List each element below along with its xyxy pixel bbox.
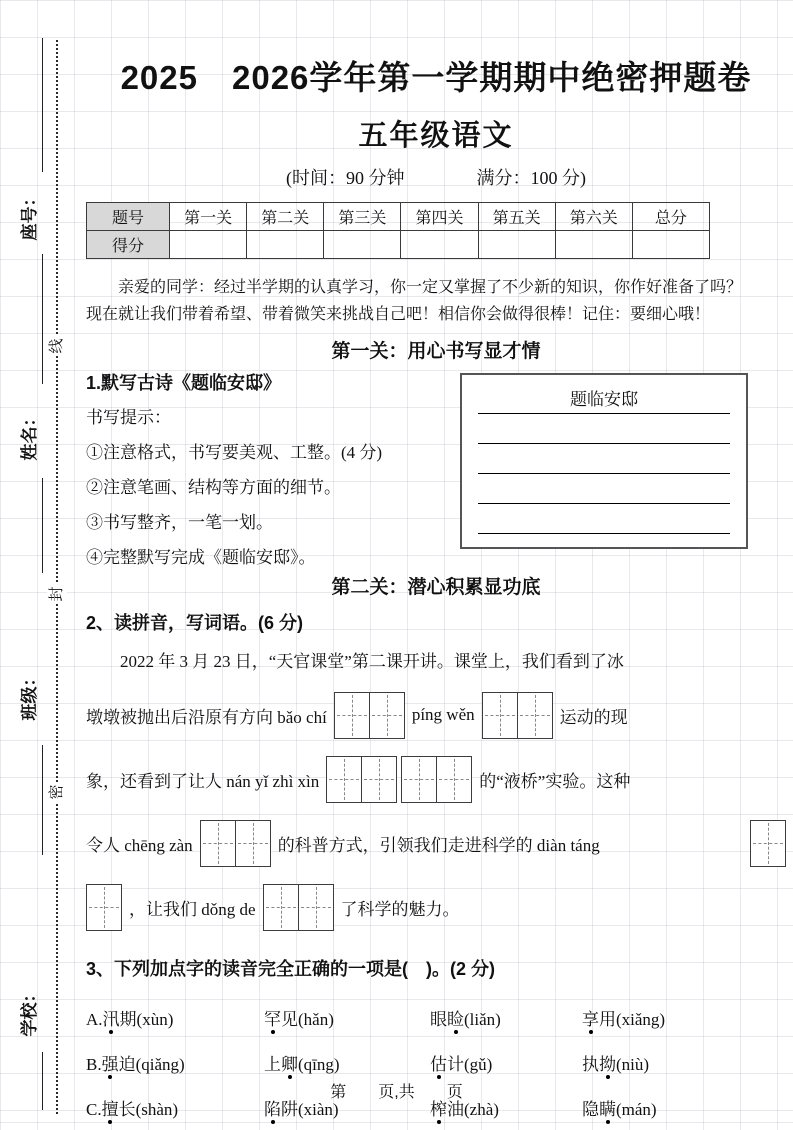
score-blank-cell[interactable] bbox=[478, 231, 555, 259]
class-label: 班级： bbox=[20, 669, 39, 721]
question1-title: 1.默写古诗《题临安邸》 bbox=[86, 373, 282, 393]
writing-grid-zhixin[interactable] bbox=[401, 756, 472, 803]
char: 执 bbox=[582, 1055, 599, 1074]
pinyin: (niù) bbox=[616, 1055, 650, 1074]
writing-grid-nanyi[interactable] bbox=[326, 756, 397, 803]
pinyin-para-line3 bbox=[86, 747, 786, 811]
pinyin: (xiàn) bbox=[298, 1100, 339, 1119]
score-col: 第五关 bbox=[478, 203, 555, 231]
pinyin: (hǎn) bbox=[298, 1010, 334, 1029]
question2-title: 2、读拼音，写词语。(6 分) bbox=[86, 613, 304, 633]
para-text: 的科普方式，引领我们走进科学的 diàn táng bbox=[277, 835, 600, 855]
char: 长 bbox=[118, 1100, 136, 1119]
score-row-label: 得分 bbox=[87, 231, 170, 259]
score-blank-cell[interactable] bbox=[247, 231, 324, 259]
seal-char-seal: 封 bbox=[47, 584, 67, 604]
question1-block bbox=[86, 369, 786, 570]
hint-1: ①注意格式，书写要美观、工整。(4 分) bbox=[86, 443, 383, 462]
question3-options bbox=[86, 995, 786, 1130]
score-col-label: 题号 bbox=[87, 203, 170, 231]
intro-line-2: 现在就让我们带着希望、带着微笑来挑战自己吧！相信你会做得很棒！记住：要细心哦！ bbox=[86, 306, 711, 323]
score-blank-cell[interactable] bbox=[632, 231, 709, 259]
dotted-char: 卿 bbox=[281, 1050, 298, 1075]
writing-grid-dongde[interactable] bbox=[263, 884, 334, 931]
exam-subject: 五年级语文 bbox=[358, 120, 514, 152]
exam-title: 2025 2026学年第一学期期中绝密押题卷 bbox=[120, 59, 752, 96]
dotted-char: 享 bbox=[582, 1005, 599, 1030]
writing-grid-baochi[interactable] bbox=[334, 692, 405, 739]
para-text: 令人 chēng zàn bbox=[86, 835, 193, 855]
pinyin: (zhà) bbox=[464, 1100, 499, 1119]
score-col: 总分 bbox=[632, 203, 709, 231]
pinyin-para-line1: 2022 年 3 月 23 日，“天官课堂”第二课开讲。课堂上，我们看到了冰 bbox=[120, 652, 624, 671]
pinyin: (shàn) bbox=[135, 1100, 179, 1119]
poem-answer-line[interactable] bbox=[478, 503, 730, 504]
writing-line[interactable] bbox=[42, 745, 43, 855]
char: 油 bbox=[447, 1100, 464, 1119]
hint-3: ③书写整齐，一笔一划。 bbox=[86, 513, 273, 532]
score-col: 第六关 bbox=[555, 203, 632, 231]
score-col: 第一关 bbox=[170, 203, 247, 231]
question1-left bbox=[86, 369, 476, 570]
writing-line[interactable] bbox=[42, 38, 43, 172]
question3-title: 3、下列加点字的读音完全正确的一项是( )。(2 分) bbox=[86, 959, 495, 979]
para-text: ，让我们 dǒng de bbox=[129, 899, 256, 919]
char: 计 bbox=[447, 1055, 464, 1074]
para-text: 墩墩被抛出后沿原有方向 bǎo chí bbox=[86, 707, 327, 727]
option-label: A. bbox=[86, 1010, 103, 1029]
char: 阱 bbox=[281, 1100, 298, 1119]
pinyin-para-line2 bbox=[86, 683, 786, 747]
char: 用 bbox=[599, 1010, 616, 1029]
para-text: 运动的现 bbox=[559, 707, 628, 727]
writing-grid-dian[interactable] bbox=[750, 820, 786, 867]
writing-line[interactable] bbox=[42, 478, 43, 573]
char: 迫 bbox=[118, 1055, 136, 1074]
section2-header: 第二关：潜心积累显功底 bbox=[331, 577, 541, 598]
score-blank-cell[interactable] bbox=[170, 231, 247, 259]
score-col: 第二关 bbox=[247, 203, 324, 231]
poem-title: 题临安邸 bbox=[478, 385, 730, 414]
school-label: 学校： bbox=[20, 985, 39, 1037]
dotted-char: 榨 bbox=[430, 1095, 447, 1120]
hint-2: ②注意笔画、结构等方面的细节。 bbox=[86, 478, 341, 497]
para-text: píng wěn bbox=[411, 705, 475, 724]
pinyin-para-line5 bbox=[86, 875, 786, 939]
pinyin: (liǎn) bbox=[464, 1010, 501, 1029]
option-label: B. bbox=[86, 1055, 102, 1074]
pinyin: (xiǎng) bbox=[616, 1010, 666, 1029]
score-blank-cell[interactable] bbox=[401, 231, 478, 259]
dotted-char: 估 bbox=[430, 1050, 447, 1075]
dotted-char: 拗 bbox=[599, 1050, 616, 1075]
seal-dotted-line bbox=[56, 40, 58, 1114]
time-score-line: (时间：90 分钟 满分：100 分) bbox=[286, 168, 586, 188]
pinyin: (qīng) bbox=[298, 1055, 340, 1074]
pinyin-para-line4 bbox=[86, 811, 786, 875]
char: 见 bbox=[281, 1010, 298, 1029]
dotted-char: 陷 bbox=[264, 1095, 281, 1120]
option-label: C. bbox=[86, 1100, 102, 1119]
char: 眼 bbox=[430, 1010, 447, 1029]
dotted-char: 强 bbox=[102, 1050, 119, 1075]
hint-label: 书写提示： bbox=[86, 408, 171, 427]
writing-grid-pingwen[interactable] bbox=[482, 692, 553, 739]
name-label: 姓名： bbox=[20, 409, 39, 461]
exam-content bbox=[86, 0, 786, 1130]
seal-char-secret: 密 bbox=[47, 782, 67, 802]
writing-grid-tang[interactable] bbox=[86, 884, 122, 931]
char: 隐 bbox=[582, 1100, 599, 1119]
score-table bbox=[86, 202, 710, 259]
score-value-row bbox=[87, 231, 710, 259]
section1-header: 第一关：用心书写显才情 bbox=[331, 341, 541, 362]
char: 期 bbox=[119, 1010, 137, 1029]
intro-paragraph bbox=[86, 274, 786, 328]
poem-answer-box bbox=[460, 373, 748, 549]
score-blank-cell[interactable] bbox=[324, 231, 401, 259]
option-a[interactable] bbox=[86, 995, 786, 1040]
pinyin: (qiǎng) bbox=[135, 1055, 185, 1074]
score-blank-cell[interactable] bbox=[555, 231, 632, 259]
dotted-char: 瞒 bbox=[599, 1095, 616, 1120]
writing-grid-chengzan[interactable] bbox=[200, 820, 271, 867]
dotted-char: 罕 bbox=[264, 1005, 281, 1030]
hint-4: ④完整默写完成《题临安邸》。 bbox=[86, 548, 316, 567]
dotted-char: 睑 bbox=[447, 1005, 464, 1030]
writing-line[interactable] bbox=[42, 254, 43, 384]
pinyin: (xùn) bbox=[136, 1010, 174, 1029]
score-col: 第三关 bbox=[324, 203, 401, 231]
page-footer: 第 页,共 页 bbox=[330, 1084, 463, 1101]
dotted-char: 汛 bbox=[103, 1005, 120, 1030]
poem-answer-line[interactable] bbox=[478, 443, 730, 444]
char: 上 bbox=[264, 1055, 281, 1074]
score-col: 第四关 bbox=[401, 203, 478, 231]
para-text: 的“液桥”实验。这种 bbox=[479, 771, 631, 791]
pinyin: (mán) bbox=[616, 1100, 657, 1119]
poem-answer-line[interactable] bbox=[478, 473, 730, 474]
dotted-char: 擅 bbox=[102, 1095, 119, 1120]
pinyin: (gǔ) bbox=[464, 1055, 493, 1074]
seal-char-line: 线 bbox=[47, 336, 67, 356]
para-text: 了科学的魅力。 bbox=[340, 899, 460, 919]
poem-answer-line[interactable] bbox=[478, 533, 730, 534]
seat-number-label: 座号： bbox=[20, 189, 39, 241]
para-text: 象，还看到了让人 nán yǐ zhì xìn bbox=[86, 771, 320, 791]
score-header-row bbox=[87, 203, 710, 231]
intro-line-1: 亲爱的同学：经过半学期的认真学习，你一定又掌握了不少新的知识，你作好准备了吗？ bbox=[118, 279, 743, 296]
